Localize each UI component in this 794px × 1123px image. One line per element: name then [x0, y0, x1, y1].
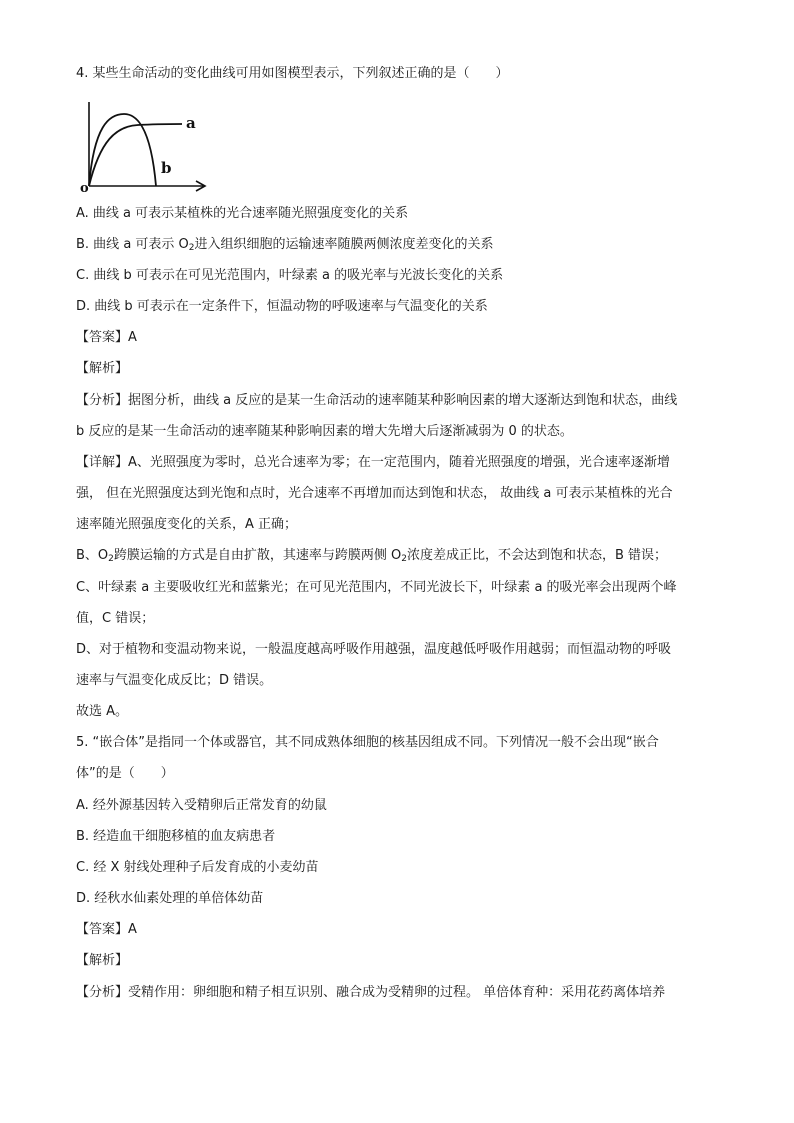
- q4-xiangjie-line3: 速率随光照强度变化的关系，A 正确；: [76, 517, 298, 532]
- q5-option-b: B. 经造血干细胞移植的血友病患者: [76, 829, 276, 844]
- q5-stem-line2: 体”的是（ ）: [76, 766, 174, 781]
- q5-option-d: D. 经秋水仙素处理的单倍体幼苗: [76, 891, 264, 906]
- curve-a-label: a: [186, 114, 196, 132]
- q5-analysis-heading: 【解析】: [76, 953, 129, 968]
- q4-option-a: A. 曲线 a 可表示某植株的光合速率随光照强度变化的关系: [76, 206, 409, 221]
- q5-fenxi-line1: 【分析】受精作用：卵细胞和精子相互识别、融合成为受精卵的过程。 单倍体育种：采用花药离体培养: [76, 985, 666, 1000]
- q4-option-b: B. 曲线 a 可表示 $O_2$进入组织细胞的运输速率随膜两侧浓度差变化的关系: [76, 237, 494, 253]
- q4-xiangjie-line1: 【详解】A、光照强度为零时，总光合速率为零；在一定范围内，随着光照强度的增强，光合速率逐渐增: [76, 455, 670, 470]
- q4-figure: [76, 96, 212, 196]
- q5-answer: 【答案】A: [76, 922, 137, 937]
- q4-answer: 【答案】A: [76, 330, 137, 345]
- curve-model-graph: [76, 96, 212, 196]
- q4-analysis-heading: 【解析】: [76, 361, 129, 376]
- q4-xiangjie-line2: 强， 但在光照强度达到光饱和点时，光合速率不再增加而达到饱和状态， 故曲线 a 可表示某植株的光合: [76, 486, 673, 501]
- q4-fenxi-line1: 【分析】据图分析，曲线 a 反应的是某一生命活动的速率随某种影响因素的增大逐渐达到饱和状态，曲线: [76, 393, 678, 408]
- q4-option-d: D. 曲线 b 可表示在一定条件下，恒温动物的呼吸速率与气温变化的关系: [76, 299, 488, 314]
- curve-b-label: b: [161, 159, 172, 177]
- q4-stem: 4. 某些生命活动的变化曲线可用如图模型表示，下列叙述正确的是（ ）: [76, 66, 509, 81]
- q4-detail-c-line2: 值，C 错误；: [76, 611, 155, 626]
- q4-detail-d-line1: D、对于植物和变温动物来说，一般温度越高呼吸作用越强，温度越低呼吸作用越弱；而恒温动物的呼吸: [76, 642, 672, 657]
- q5-option-c: C. 经 X 射线处理种子后发育成的小麦幼苗: [76, 860, 319, 875]
- q4-fenxi-line2: b 反应的是某一生命活动的速率随某种影响因素的增大先增大后逐渐减弱为 0 的状态。: [76, 424, 573, 439]
- q4-conclusion: 故选 A。: [76, 704, 129, 719]
- q5-stem-line1: 5. “嵌合体”是指同一个体或器官，其不同成熟体细胞的核基因组成不同。下列情况一般不会出现“嵌合: [76, 735, 659, 750]
- q4-option-c: C. 曲线 b 可表示在可见光范围内，叶绿素 a 的吸光率与光波长变化的关系: [76, 268, 504, 283]
- q4-detail-d-line2: 速率与气温变化成反比；D 错误。: [76, 673, 273, 688]
- q5-option-a: A. 经外源基因转入受精卵后正常发育的幼鼠: [76, 798, 327, 813]
- q4-detail-b: B、$O_2$跨膜运输的方式是自由扩散，其速率与跨膜两侧 $O_2$浓度差成正比，不会达到饱和状态，B 错误；: [76, 548, 668, 564]
- origin-label: o: [80, 181, 89, 196]
- q4-detail-c-line1: C、叶绿素 a 主要吸收红光和蓝紫光；在可见光范围内，不同光波长下，叶绿素 a 的吸光率会出现两个峰: [76, 580, 677, 595]
